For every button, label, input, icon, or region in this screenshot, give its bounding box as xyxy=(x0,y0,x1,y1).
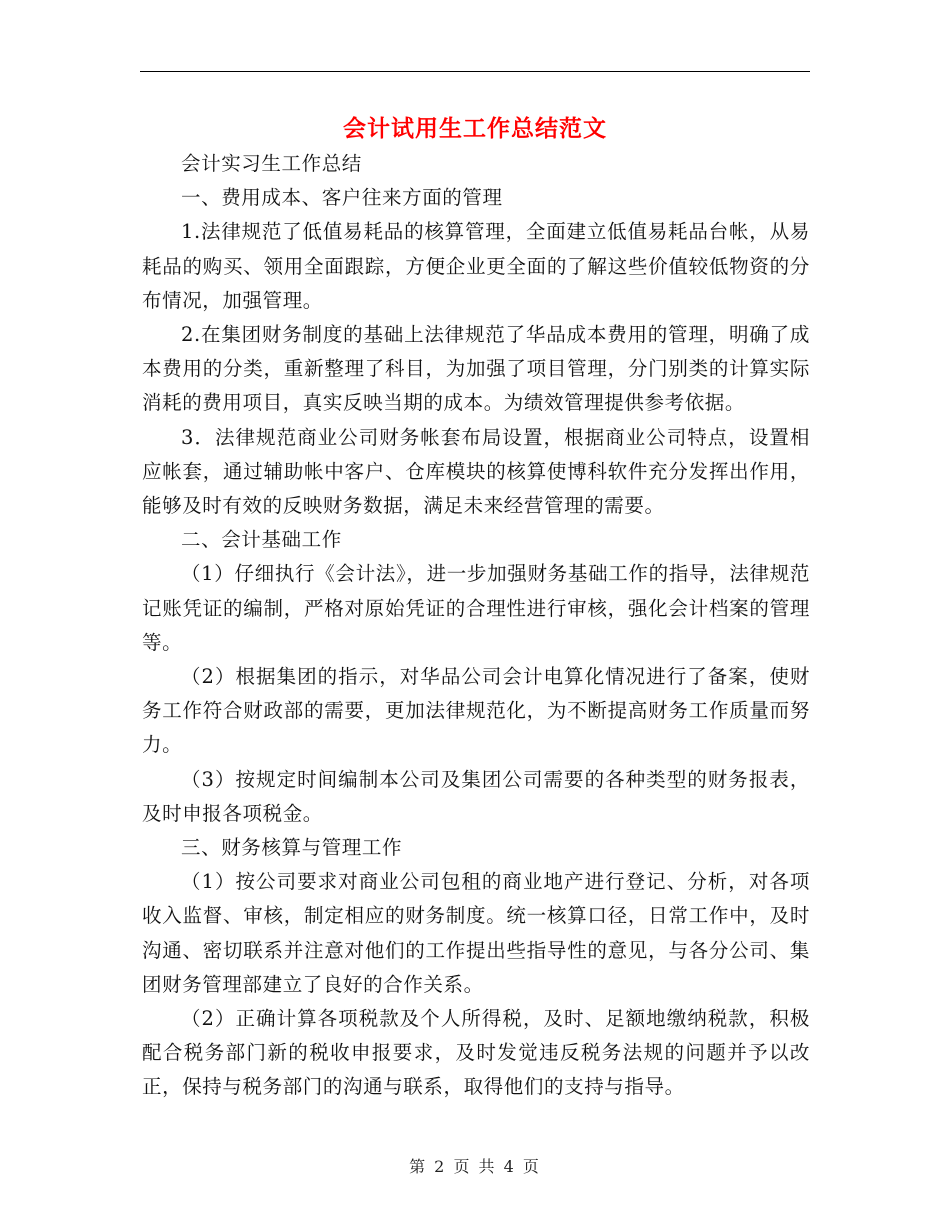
header-rule xyxy=(140,71,810,72)
paragraph: 2.在集团财务制度的基础上法律规范了华品成本费用的管理，明确了成本费用的分类，重新整理了科目，为加强了项目管理，分门别类的计算实际消耗的费用项目，真实反映当期的成本。为绩效管理提供参考依据。 xyxy=(142,323,810,415)
paragraph: （3）按规定时间编制本公司及集团公司需要的各种类型的财务报表，及时申报各项税金。 xyxy=(142,767,810,825)
paragraph: 会计实习生工作总结 xyxy=(181,152,362,175)
paragraph: 3．法律规范商业公司财务帐套布局设置，根据商业公司特点，设置相应帐套，通过辅助帐中客户、仓库模块的核算使博科软件充分发挥出作用，能够及时有效的反映财务数据，满足未来经营管理的需要。 xyxy=(142,425,810,518)
paragraph: 二、会计基础工作 xyxy=(181,528,342,552)
paragraph: （2）根据集团的指示，对华品公司会计电算化情况进行了备案，使财务工作符合财政部的需要，更加法律规范化，为不断提高财务工作质量而努力。 xyxy=(142,665,810,757)
paragraph: 三、财务核算与管理工作 xyxy=(181,836,403,860)
paragraph: 1.法律规范了低值易耗品的核算管理，全面建立低值易耗品台帐，从易耗品的购买、领用全面跟踪，方便企业更全面的了解这些价值较低物资的分布情况，加强管理。 xyxy=(142,220,810,312)
paragraph: （1）按公司要求对商业公司包租的商业地产进行登记、分析，对各项收入监督、审核，制定相应的财务制度。统一核算口径，日常工作中，及时沟通、密切联系并注意对他们的工作提出些指导性的意见，与各分公司、集团财务管理部建立了良好的合作关系。 xyxy=(142,870,810,996)
document-body xyxy=(142,147,810,1105)
paragraph: 一、费用成本、客户往来方面的管理 xyxy=(181,186,503,210)
paragraph: （2）正确计算各项税款及个人所得税，及时、足额地缴纳税款，积极配合税务部门新的税收申报要求，及时发觉违反税务法规的问题并予以改正，保持与税务部门的沟通与联系，取得他们的支持与指导。 xyxy=(142,1007,810,1099)
paragraph: （1）仔细执行《会计法》，进一步加强财务基础工作的指导，法律规范记账凭证的编制，严格对原始凭证的合理性进行审核，强化会计档案的管理等。 xyxy=(142,562,810,654)
document-title: 会计试用生工作总结范文 xyxy=(343,116,607,142)
page-footer: 第 2 页 共 4 页 xyxy=(409,1157,541,1176)
